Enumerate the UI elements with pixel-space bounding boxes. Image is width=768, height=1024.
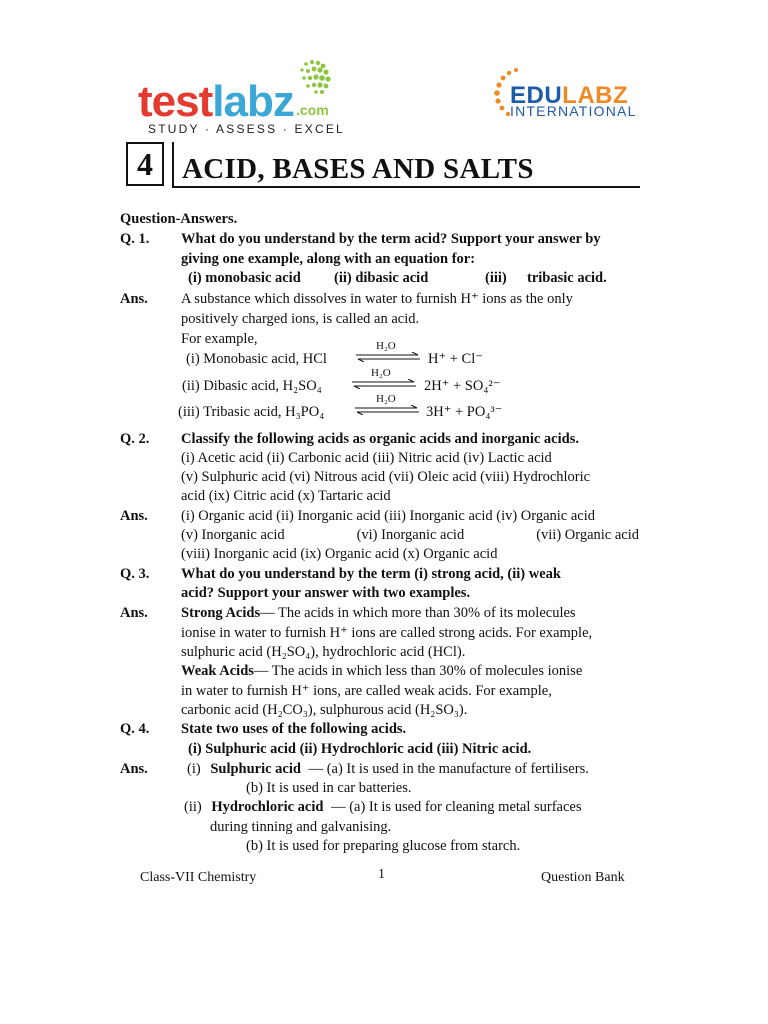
q3-weak-line1 [181, 662, 582, 681]
eq2-left: (ii) Dibasic acid, H₂SO₄ [182, 378, 322, 394]
hydrochloric-acid-term: Hydrochloric acid [211, 799, 324, 815]
q1-ans-label: Ans. [120, 291, 148, 307]
q2-list-line1: (i) Acetic acid (ii) Carbonic acid (iii) Nitric acid (iv) Lactic acid [181, 450, 552, 466]
sulphuric-acid-term: Sulphuric acid [210, 761, 301, 777]
q4-a-i [187, 760, 589, 779]
q3-weak-line3: carbonic acid (H₂CO₃), sulphurous acid (H₂SO₃). [181, 702, 468, 718]
eq2-equilibrium-arrow-icon [352, 379, 416, 389]
q2-ans-line1: (i) Organic acid (ii) Inorganic acid (iii) Inorganic acid (iv) Organic acid [181, 508, 596, 524]
q1-line2: giving one example, along with an equation for: [181, 251, 476, 267]
eq3-right: 3H⁺ + PO₄³⁻ [426, 404, 503, 420]
q3-ans-label: Ans. [120, 605, 148, 621]
chapter-title: ACID, BASES AND SALTS [182, 153, 534, 185]
q4-a-ii-use-b: (b) It is used for preparing glucose from starch. [246, 838, 521, 854]
logo-edulabz-labz-text: LABZ [562, 82, 629, 109]
q2-list-line2: (v) Sulphuric acid (vi) Nitrous acid (vii) Oleic acid (viii) Hydrochloric [181, 469, 591, 485]
q3-line1: What do you understand by the term (i) strong acid, (ii) weak [181, 566, 561, 582]
globe-icon [290, 58, 334, 98]
q4-label: Q. 4. [120, 721, 150, 737]
q4-a-ii-use-a-cont: during tinning and galvanising. [210, 819, 392, 835]
q2-question: Classify the following acids as organic acids and inorganic acids. [181, 431, 579, 447]
q4-a-ii-num: (ii) [184, 799, 202, 815]
eq1-right: H⁺ + Cl⁻ [428, 351, 483, 367]
q2-ans-v: (v) Inorganic acid [181, 527, 285, 543]
q1-ans-line1: A substance which dissolves in water to furnish H⁺ ions as the only [181, 291, 573, 307]
logo-edu-text: EDU [510, 82, 563, 109]
section-heading: Question-Answers. [120, 211, 238, 227]
q1-for-example: For example, [181, 331, 258, 347]
eq1-left: (i) Monobasic acid, HCl [186, 351, 327, 367]
q1-part-tribasic-num: (iii) [485, 270, 507, 286]
eq3-left: (iii) Tribasic acid, H₃PO₄ [178, 404, 325, 420]
q3-label: Q. 3. [120, 566, 150, 582]
q2-ans-vi: (vi) Inorganic acid [356, 527, 465, 543]
strong-acids-term: Strong Acids [181, 605, 261, 621]
footer-class: Class-VII Chemistry [140, 870, 257, 885]
logo-com-text: .com [296, 102, 329, 118]
q2-list-line3: acid (ix) Citric acid (x) Tartaric acid [181, 488, 391, 504]
logo-labz-text: labz [212, 77, 294, 126]
q3-line2: acid? Support your answer with two examples. [181, 585, 471, 601]
q4-a-ii [184, 798, 582, 817]
strong-acids-definition: — The acids in which more than 30% of its molecules [260, 605, 576, 621]
q1-part-tribasic: tribasic acid. [527, 270, 607, 286]
q4-a-i-use-a: — (a) It is used in the manufacture of fertilisers. [308, 761, 589, 777]
logo-tagline: STUDY · ASSESS · EXCEL [148, 122, 345, 136]
q3-strong-line3: sulphuric acid (H₂SO₄), hydrochloric acid (HCl). [181, 644, 466, 660]
q3-strong-line1 [181, 604, 576, 623]
q2-ans-line3: (viii) Inorganic acid (ix) Organic acid (x) Organic acid [181, 546, 498, 562]
page-number: 1 [378, 867, 385, 882]
q2-ans-label: Ans. [120, 508, 148, 524]
eq2-right: 2H⁺ + SO₄²⁻ [424, 378, 501, 394]
q1-label: Q. 1. [120, 231, 150, 247]
q4-line1: State two uses of the following acids. [181, 721, 407, 737]
logo-test-text: test [138, 77, 213, 126]
q4-a-i-num: (i) [187, 761, 201, 777]
q4-a-i-use-b: (b) It is used in car batteries. [246, 780, 412, 796]
q2-label: Q. 2. [120, 431, 150, 447]
q1-line1: What do you understand by the term acid? Support your answer by [181, 231, 601, 247]
eq3-equilibrium-arrow-icon [355, 405, 419, 415]
eq1-h2o: H₂O [376, 340, 396, 352]
q3-strong-line2: ionise in water to furnish H⁺ ions are called strong acids. For example, [181, 625, 593, 641]
logo-international-text: INTERNATIONAL [510, 103, 637, 119]
q2-ans-line2 [181, 526, 639, 545]
header-divider [172, 142, 174, 188]
q1-part-dibasic: (ii) dibasic acid [334, 270, 429, 286]
eq3-h2o: H₂O [376, 393, 396, 405]
weak-acids-term: Weak Acids [181, 663, 254, 679]
footer-question-bank: Question Bank [541, 870, 625, 885]
q1-part-monobasic: (i) monobasic acid [188, 270, 301, 286]
q3-weak-line2: in water to furnish H⁺ ions, are called weak acids. For example, [181, 683, 552, 699]
q4-ans-label: Ans. [120, 761, 148, 777]
header-rule [172, 186, 640, 188]
q1-ans-line2: positively charged ions, is called an acid. [181, 311, 420, 327]
weak-acids-definition: — The acids in which less than 30% of molecules ionise [253, 663, 583, 679]
chapter-number: 4 [126, 142, 164, 186]
edulabz-logo [492, 66, 652, 126]
q2-ans-vii: (vii) Organic acid [536, 527, 639, 543]
q4-a-ii-use-a: — (a) It is used for cleaning metal surfaces [331, 799, 582, 815]
eq1-equilibrium-arrow-icon [356, 352, 420, 362]
eq2-h2o: H₂O [371, 367, 391, 379]
q4-line2: (i) Sulphuric acid (ii) Hydrochloric acid (iii) Nitric acid. [188, 741, 532, 757]
